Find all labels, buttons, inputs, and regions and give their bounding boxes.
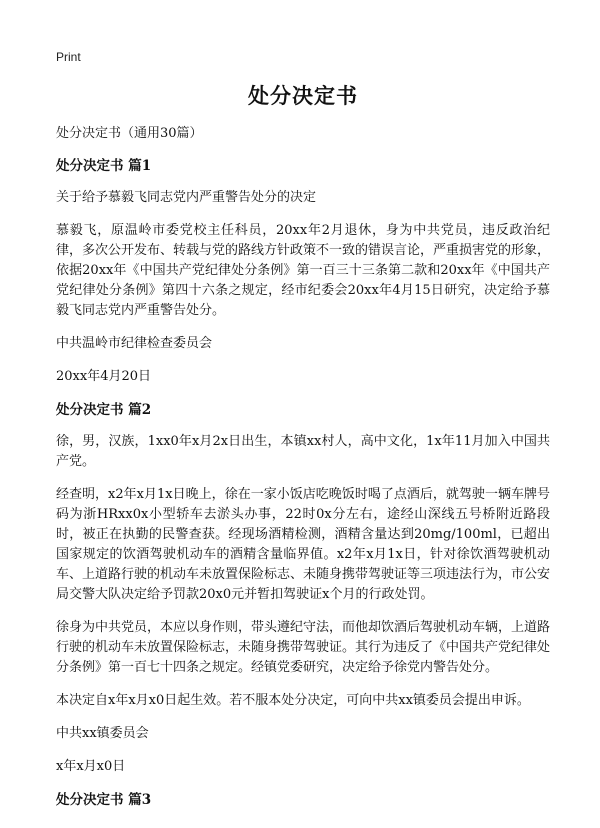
paragraph: 徐，男，汉族，1xx0年x月2x日出生，本镇xx村人，高中文化，1x年11月加入中国共产党。 — [56, 434, 550, 469]
signature-org: 中共xx镇委员会 — [56, 726, 149, 741]
section-heading-3: 处分决定书 篇3 — [56, 792, 152, 808]
signature-date: 20xx年4月20日 — [56, 369, 152, 384]
signature-org: 中共温岭市纪律检查委员会 — [56, 336, 213, 351]
paragraph: 经查明，x2年x月1x日晚上，徐在一家小饭店吃晚饭时喝了点酒后，就驾驶一辆车牌号码为浙HRxx0x小型轿车去淤头办事，22时0x分左右，途经山深线五号桥附近路段时，被正在执勤的民警查获。经现场酒精检测，酒精含量达到20mg/100ml，已超出国家规定的饮酒驾驶机动车的酒精含量临界值。x2年x月1x日，针对徐饮酒驾驶机动车、上道路行驶的机动车未放置保险标志、未随身携带驾驶证等三项违法行为，市公安局交警大队决定给予罚款20x0元并暂扣驾驶证x个月的行政处罚。 — [56, 487, 551, 602]
section-heading-2: 处分决定书 篇2 — [56, 402, 152, 418]
signature-date: x年x月x0日 — [56, 759, 126, 774]
paragraph: 关于给予慕毅飞同志党内严重警告处分的决定 — [56, 190, 317, 205]
section-heading-1: 处分决定书 篇1 — [56, 158, 152, 174]
print-link[interactable]: Print — [56, 50, 81, 64]
page-title: 处分决定书 — [248, 83, 358, 108]
paragraph: 徐身为中共党员，本应以身作则，带头遵纪守法，而他却饮酒后驾驶机动车辆，上道路行驶的机动车未放置保险标志，未随身携带驾驶证。其行为违反了《中国共产党纪律处分条例》第一百七十四条之规定。经镇党委研究，决定给予徐党内警告处分。 — [56, 620, 551, 675]
paragraph: 慕毅飞，原温岭市委党校主任科员，20xx年2月退休，身为中共党员，违反政治纪律，多次公开发布、转载与党的路线方针政策不一致的错误言论，严重损害党的形象，依据20xx年《中国共产党纪律处分条例》第一百三十三条第二款和20xx年《中国共产党纪律处分条例》第四十六条之规定，经市纪委会20xx年4月15日研究，决定给予慕毅飞同志党内严重警告处分。 — [56, 223, 551, 318]
paragraph: 本决定自x年x月x0日起生效。若不服本处分决定，可向中共xx镇委员会提出申诉。 — [56, 693, 530, 708]
document-subtitle: 处分决定书（通用30篇） — [56, 126, 203, 141]
